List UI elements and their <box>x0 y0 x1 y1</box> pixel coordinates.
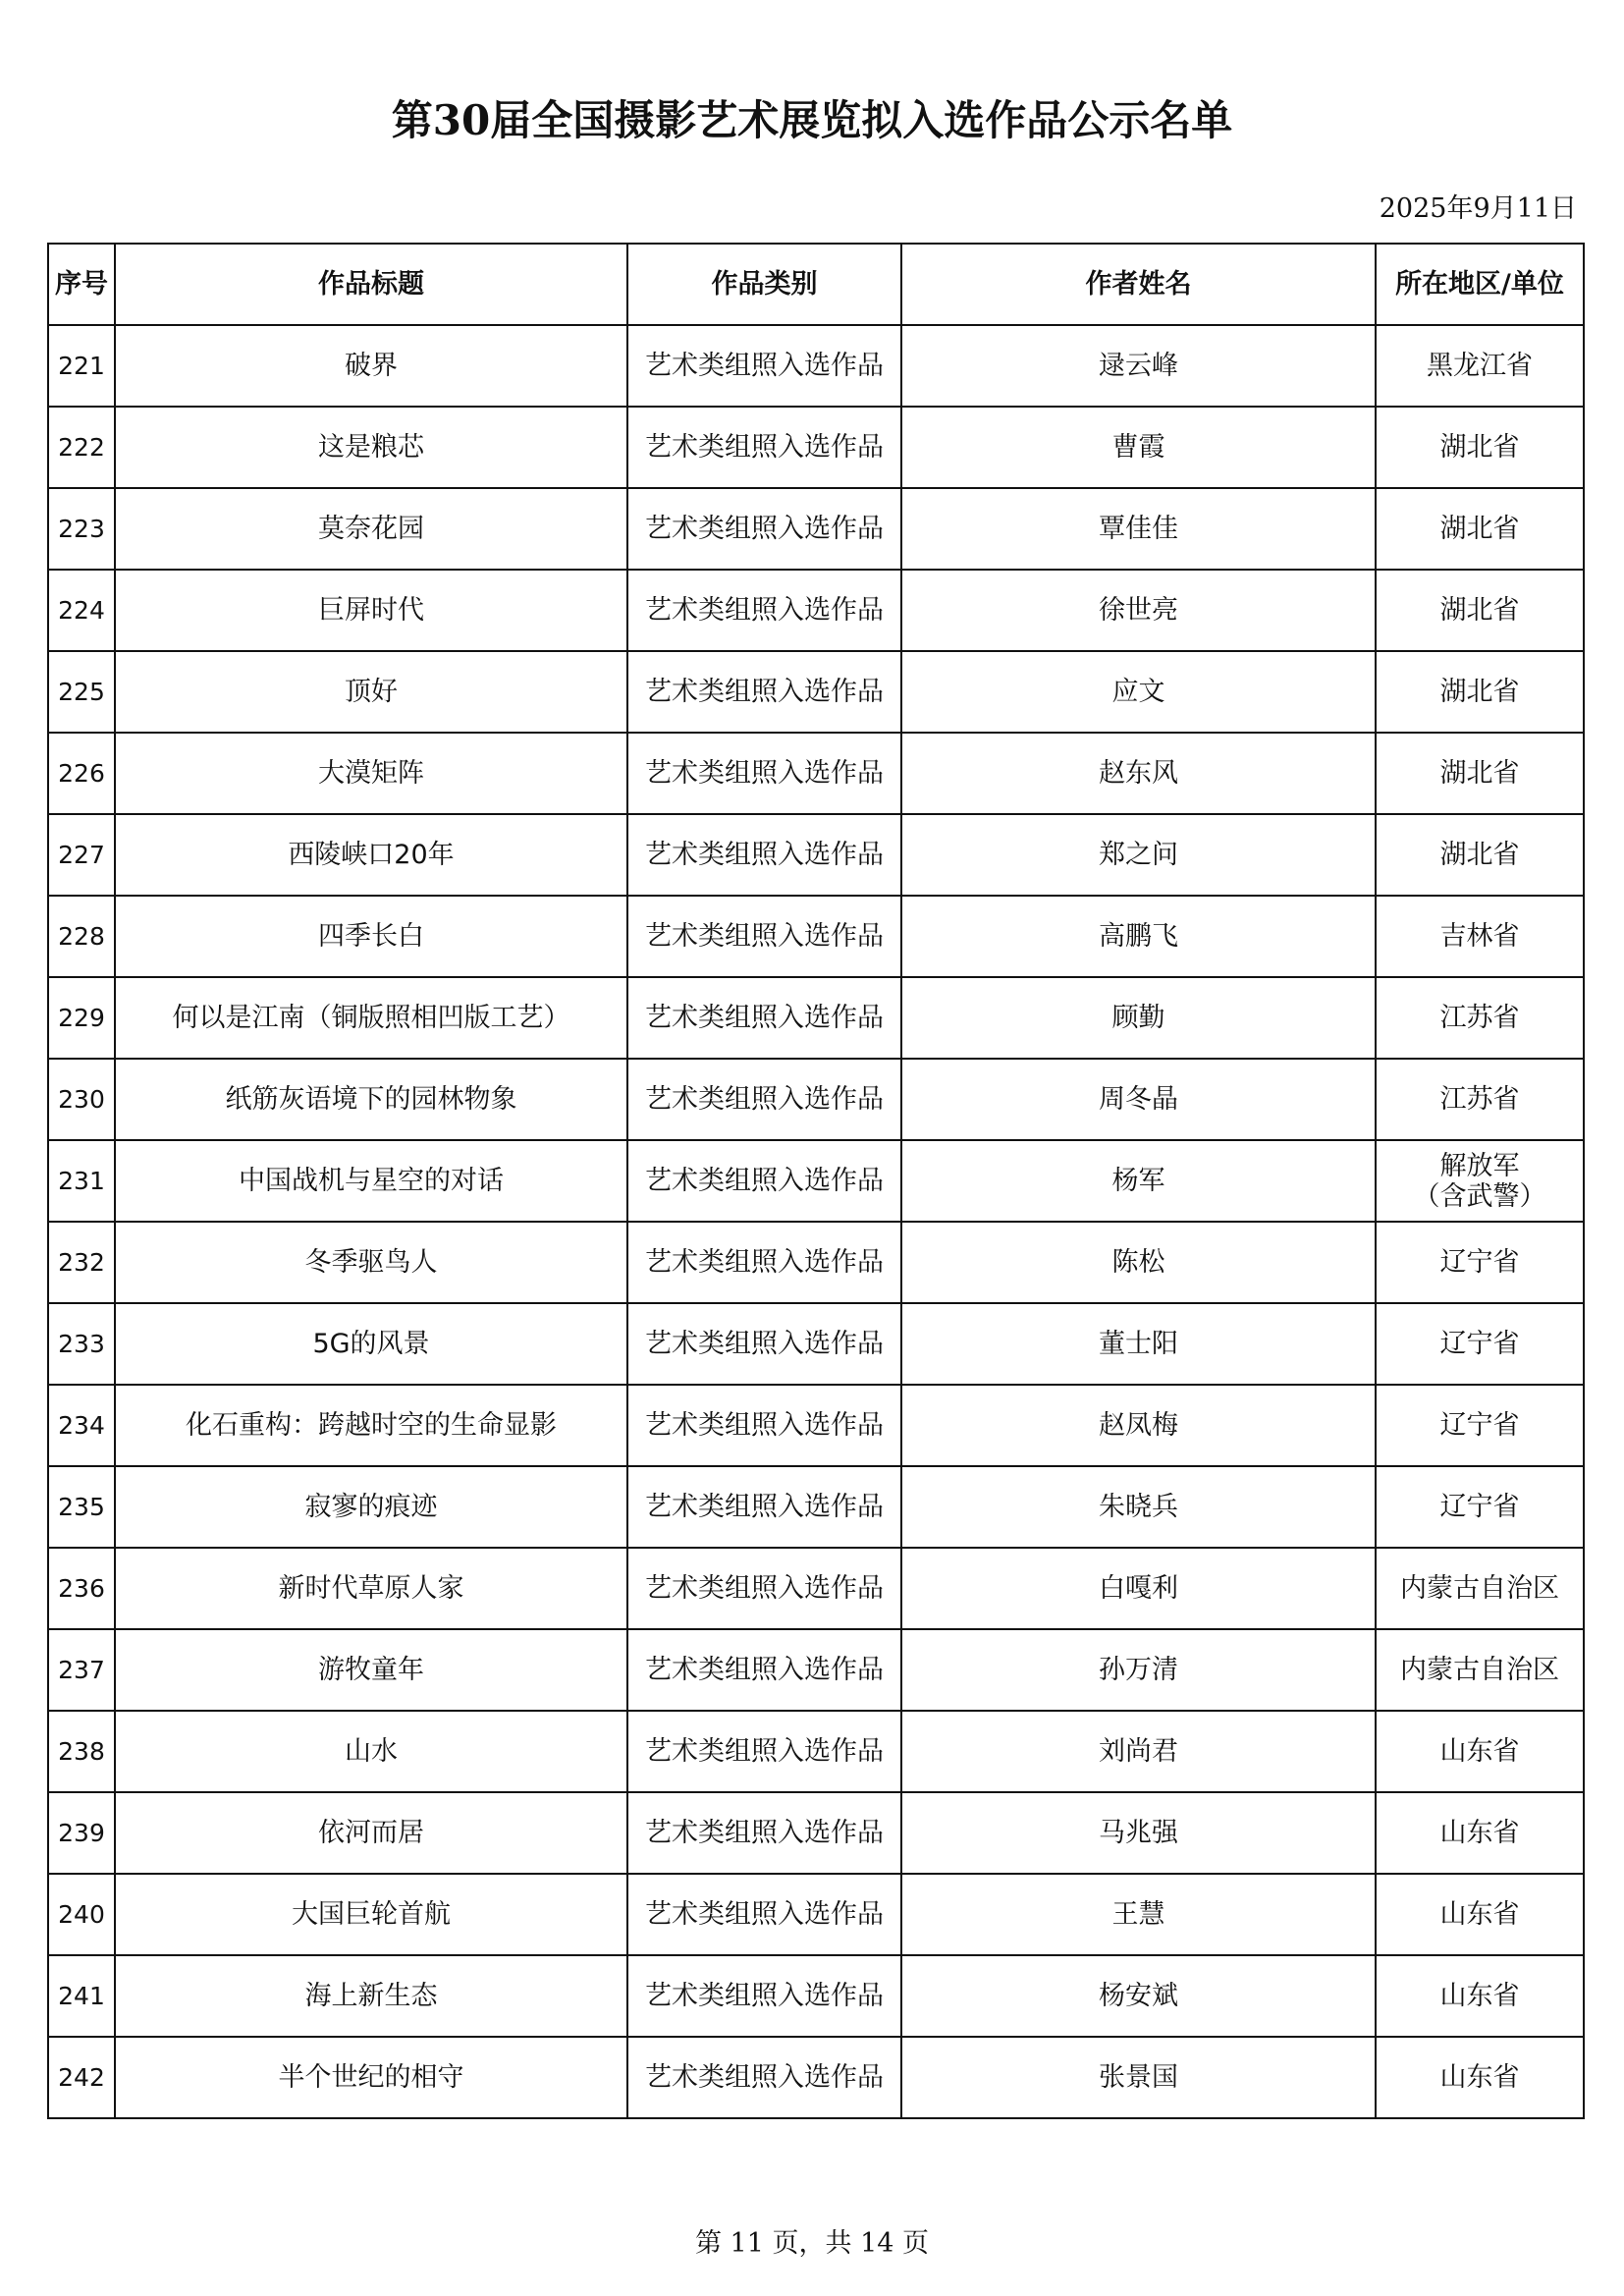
cell-title: 寂寥的痕迹 <box>115 1466 627 1548</box>
cell-seq: 222 <box>48 407 115 488</box>
region-line: 江苏省 <box>1439 1084 1520 1115</box>
table-row <box>48 570 1584 651</box>
region-line: 黑龙江省 <box>1427 351 1533 381</box>
cell-category: 艺术类组照入选作品 <box>627 570 901 651</box>
region-line: 湖北省 <box>1439 758 1520 789</box>
document-title: 第30届全国摄影艺术展览拟入选作品公示名单 <box>391 96 1233 144</box>
cell-title: 莫奈花园 <box>115 488 627 570</box>
cell-region <box>1376 1222 1584 1303</box>
region-line: 山东省 <box>1439 1899 1520 1930</box>
cell-category: 艺术类组照入选作品 <box>627 1955 901 2037</box>
cell-region <box>1376 651 1584 733</box>
cell-seq: 231 <box>48 1140 115 1222</box>
table-row <box>48 1059 1584 1140</box>
cell-category: 艺术类组照入选作品 <box>627 1792 901 1874</box>
cell-seq: 234 <box>48 1385 115 1466</box>
cell-region <box>1376 1711 1584 1792</box>
cell-region <box>1376 325 1584 407</box>
cell-title: 西陵峡口20年 <box>115 814 627 896</box>
region-line: 江苏省 <box>1439 1003 1520 1033</box>
region-line: 山东省 <box>1439 1981 1520 2011</box>
cell-title: 新时代草原人家 <box>115 1548 627 1629</box>
table-row <box>48 1711 1584 1792</box>
cell-title: 这是粮芯 <box>115 407 627 488</box>
cell-category: 艺术类组照入选作品 <box>627 814 901 896</box>
region-line: 内蒙古自治区 <box>1400 1655 1559 1685</box>
region-line: 辽宁省 <box>1439 1410 1520 1441</box>
region-line: 辽宁省 <box>1439 1247 1520 1278</box>
cell-category: 艺术类组照入选作品 <box>627 2037 901 2118</box>
cell-seq: 227 <box>48 814 115 896</box>
cell-region <box>1376 488 1584 570</box>
cell-author: 周冬晶 <box>901 1059 1376 1140</box>
cell-title: 冬季驱鸟人 <box>115 1222 627 1303</box>
cell-author: 赵凤梅 <box>901 1385 1376 1466</box>
cell-category: 艺术类组照入选作品 <box>627 1385 901 1466</box>
cell-title: 半个世纪的相守 <box>115 2037 627 2118</box>
cell-region <box>1376 1548 1584 1629</box>
cell-category: 艺术类组照入选作品 <box>627 1548 901 1629</box>
cell-author: 覃佳佳 <box>901 488 1376 570</box>
document-date: 2025年9月11日 <box>1379 193 1577 224</box>
cell-region <box>1376 977 1584 1059</box>
header-region: 所在地区/单位 <box>1376 244 1584 325</box>
header-seq: 序号 <box>48 244 115 325</box>
cell-title: 海上新生态 <box>115 1955 627 2037</box>
cell-category: 艺术类组照入选作品 <box>627 1629 901 1711</box>
cell-title: 依河而居 <box>115 1792 627 1874</box>
cell-title: 化石重构：跨越时空的生命显影 <box>115 1385 627 1466</box>
cell-author: 逯云峰 <box>901 325 1376 407</box>
cell-author: 马兆强 <box>901 1792 1376 1874</box>
cell-title: 顶好 <box>115 651 627 733</box>
cell-author: 杨安斌 <box>901 1955 1376 2037</box>
table-row <box>48 1222 1584 1303</box>
cell-seq: 223 <box>48 488 115 570</box>
cell-title: 破界 <box>115 325 627 407</box>
cell-seq: 239 <box>48 1792 115 1874</box>
cell-region <box>1376 570 1584 651</box>
cell-seq: 236 <box>48 1548 115 1629</box>
table-row <box>48 1466 1584 1548</box>
cell-title: 5G的风景 <box>115 1303 627 1385</box>
cell-region <box>1376 2037 1584 2118</box>
cell-seq: 230 <box>48 1059 115 1140</box>
cell-author: 孙万清 <box>901 1629 1376 1711</box>
cell-seq: 229 <box>48 977 115 1059</box>
cell-author: 陈松 <box>901 1222 1376 1303</box>
cell-region <box>1376 1874 1584 1955</box>
table-row <box>48 651 1584 733</box>
region-line: 解放军 <box>1439 1150 1520 1181</box>
cell-category: 艺术类组照入选作品 <box>627 488 901 570</box>
header-category: 作品类别 <box>627 244 901 325</box>
cell-author: 刘尚君 <box>901 1711 1376 1792</box>
region-line: 山东省 <box>1439 1736 1520 1767</box>
cell-seq: 237 <box>48 1629 115 1711</box>
region-line: 湖北省 <box>1439 840 1520 870</box>
table-row <box>48 1955 1584 2037</box>
cell-seq: 226 <box>48 733 115 814</box>
cell-author: 赵东风 <box>901 733 1376 814</box>
table-row <box>48 814 1584 896</box>
region-line: 湖北省 <box>1439 514 1520 544</box>
cell-category: 艺术类组照入选作品 <box>627 1874 901 1955</box>
cell-seq: 232 <box>48 1222 115 1303</box>
cell-seq: 240 <box>48 1874 115 1955</box>
cell-category: 艺术类组照入选作品 <box>627 896 901 977</box>
table-row <box>48 325 1584 407</box>
cell-seq: 242 <box>48 2037 115 2118</box>
cell-title: 游牧童年 <box>115 1629 627 1711</box>
cell-region <box>1376 1629 1584 1711</box>
cell-author: 杨军 <box>901 1140 1376 1222</box>
cell-region <box>1376 1059 1584 1140</box>
cell-seq: 224 <box>48 570 115 651</box>
region-line: 湖北省 <box>1439 677 1520 707</box>
table-body <box>48 325 1584 2118</box>
table-row <box>48 1548 1584 1629</box>
table-row <box>48 1874 1584 1955</box>
region-line: 内蒙古自治区 <box>1400 1573 1559 1604</box>
region-line: 吉林省 <box>1439 921 1520 952</box>
cell-author: 白嘎利 <box>901 1548 1376 1629</box>
cell-category: 艺术类组照入选作品 <box>627 1059 901 1140</box>
cell-author: 董士阳 <box>901 1303 1376 1385</box>
cell-author: 张景国 <box>901 2037 1376 2118</box>
table-header-row <box>48 244 1584 325</box>
table-row <box>48 1140 1584 1222</box>
cell-category: 艺术类组照入选作品 <box>627 733 901 814</box>
cell-category: 艺术类组照入选作品 <box>627 1140 901 1222</box>
region-line: 辽宁省 <box>1439 1492 1520 1522</box>
cell-region <box>1376 814 1584 896</box>
region-line: 山东省 <box>1439 2062 1520 2093</box>
cell-region <box>1376 1140 1584 1222</box>
table-row <box>48 1385 1584 1466</box>
cell-author: 应文 <box>901 651 1376 733</box>
cell-seq: 221 <box>48 325 115 407</box>
cell-author: 朱晓兵 <box>901 1466 1376 1548</box>
table-row <box>48 896 1584 977</box>
cell-seq: 238 <box>48 1711 115 1792</box>
region-line: 湖北省 <box>1439 595 1520 626</box>
cell-category: 艺术类组照入选作品 <box>627 407 901 488</box>
cell-category: 艺术类组照入选作品 <box>627 1466 901 1548</box>
cell-seq: 241 <box>48 1955 115 2037</box>
cell-author: 徐世亮 <box>901 570 1376 651</box>
cell-title: 纸筋灰语境下的园林物象 <box>115 1059 627 1140</box>
cell-title: 中国战机与星空的对话 <box>115 1140 627 1222</box>
table-row <box>48 407 1584 488</box>
entries-table <box>47 243 1585 2119</box>
cell-seq: 235 <box>48 1466 115 1548</box>
cell-author: 郑之问 <box>901 814 1376 896</box>
region-line: 湖北省 <box>1439 432 1520 463</box>
cell-seq: 225 <box>48 651 115 733</box>
cell-region <box>1376 896 1584 977</box>
cell-seq: 233 <box>48 1303 115 1385</box>
cell-author: 高鹏飞 <box>901 896 1376 977</box>
cell-title: 大漠矩阵 <box>115 733 627 814</box>
cell-category: 艺术类组照入选作品 <box>627 325 901 407</box>
cell-title: 何以是江南（铜版照相凹版工艺） <box>115 977 627 1059</box>
cell-author: 顾勤 <box>901 977 1376 1059</box>
region-line: （含武警） <box>1413 1180 1546 1212</box>
page-footer: 第 11 页，共 14 页 <box>694 2228 930 2259</box>
region-line: 山东省 <box>1439 1818 1520 1848</box>
table-row <box>48 1792 1584 1874</box>
cell-region <box>1376 407 1584 488</box>
cell-category: 艺术类组照入选作品 <box>627 651 901 733</box>
header-title: 作品标题 <box>115 244 627 325</box>
cell-title: 山水 <box>115 1711 627 1792</box>
cell-region <box>1376 1385 1584 1466</box>
cell-category: 艺术类组照入选作品 <box>627 1222 901 1303</box>
region-line: 辽宁省 <box>1439 1329 1520 1359</box>
cell-author: 王慧 <box>901 1874 1376 1955</box>
table-row <box>48 1303 1584 1385</box>
cell-category: 艺术类组照入选作品 <box>627 977 901 1059</box>
cell-region <box>1376 1955 1584 2037</box>
cell-category: 艺术类组照入选作品 <box>627 1303 901 1385</box>
table-row <box>48 2037 1584 2118</box>
cell-region <box>1376 733 1584 814</box>
cell-title: 四季长白 <box>115 896 627 977</box>
cell-title: 巨屏时代 <box>115 570 627 651</box>
table-row <box>48 733 1584 814</box>
cell-seq: 228 <box>48 896 115 977</box>
cell-author: 曹霞 <box>901 407 1376 488</box>
table-row <box>48 488 1584 570</box>
cell-category: 艺术类组照入选作品 <box>627 1711 901 1792</box>
cell-title: 大国巨轮首航 <box>115 1874 627 1955</box>
cell-region <box>1376 1303 1584 1385</box>
table-row <box>48 1629 1584 1711</box>
header-author: 作者姓名 <box>901 244 1376 325</box>
cell-region <box>1376 1792 1584 1874</box>
cell-region <box>1376 1466 1584 1548</box>
table-row <box>48 977 1584 1059</box>
